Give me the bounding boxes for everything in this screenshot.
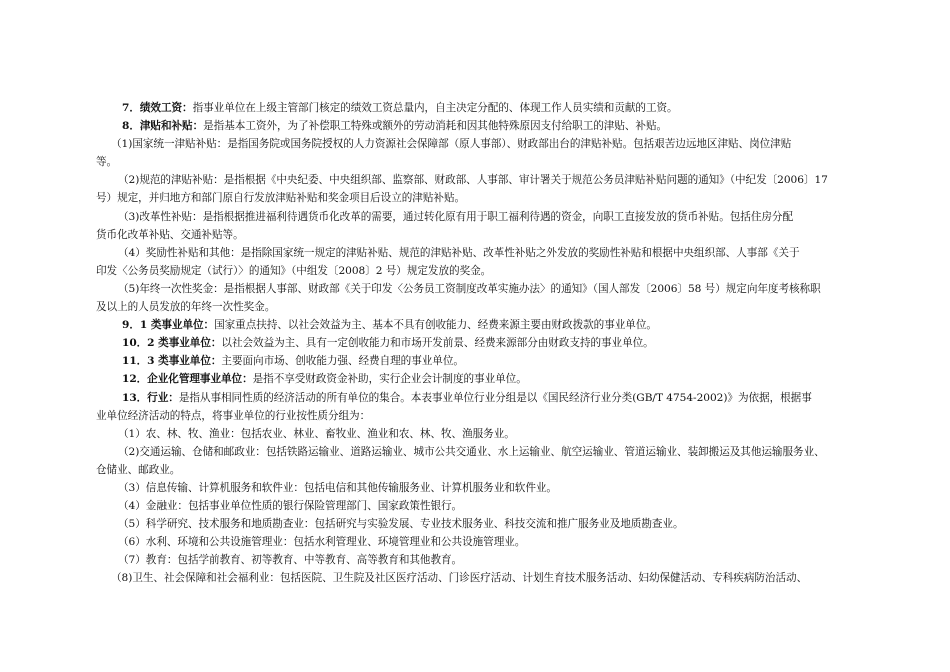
term-label: 12．企业化管理事业单位： [122, 373, 253, 386]
line-text: （8)卫生、社会保障和社会福利业：包括医院、卫生院及社区医疗活动、门诊医疗活动、计划生育技术服务活动、妇幼保健活动、专科疾病防治活动、 [111, 572, 808, 585]
paragraph-p13-1 [96, 425, 888, 443]
text-line [96, 515, 888, 533]
line-text: 等。 [96, 156, 118, 169]
term-label: 10．2 类事业单位： [122, 337, 222, 350]
line-text: （1）农、林、牧、渔业：包括农业、林业、畜牧业、渔业和农、林、牧、渔服务业。 [118, 427, 515, 440]
text-line [96, 461, 888, 479]
text-line [96, 244, 888, 262]
paragraph-p13-2 [96, 443, 888, 479]
paragraph-p13-7 [96, 551, 888, 569]
paragraph-p13-4 [96, 497, 888, 515]
text-line [96, 135, 888, 153]
line-text: （1)国家统一津贴补贴：是指国务院或国务院授权的人力资源社会保障部（原人事部）、财政部出台的津贴补贴。包括艰苦边远地区津贴、岗位津贴 [111, 138, 792, 151]
line-text: （5）科学研究、技术服务和地质勘查业：包括研究与实验发展、专业技术服务业、科技交流和推广服务业及地质勘查业。 [118, 518, 684, 531]
text-line [96, 316, 888, 334]
paragraph-p11 [96, 352, 888, 370]
text-line [96, 189, 888, 207]
text-line [96, 280, 888, 298]
text-line [96, 117, 888, 135]
line-text: 印发〈公务员奖励规定（试行）〉的通知》（中组发〔2008〕2 号）规定发放的奖金。 [96, 264, 492, 277]
paragraph-p8-1 [96, 135, 888, 171]
text-line [96, 370, 888, 388]
line-text: （3)改革性补贴：是指根据推进福利待遇货币化改革的需要，通过转化原有用于职工福利待遇的资金，向职工直接发放的货币补贴。包括住房分配 [118, 210, 794, 223]
paragraph-p8-2 [96, 171, 888, 207]
text-line [96, 551, 888, 569]
text-line [96, 153, 888, 171]
paragraph-p13 [96, 389, 888, 425]
line-text: 及以上的人员发放的年终一次性奖金。 [96, 301, 276, 314]
text-line [96, 533, 888, 551]
paragraph-p10 [96, 334, 888, 352]
line-text: （5)年终一次性奖金：是指根据人事部、财政部《关于印发〈公务员工资制度改革实施办法〉的通知》（国人部发〔2006〕58 号）规定向年度考核称职 [118, 282, 821, 295]
paragraph-p9 [96, 316, 888, 334]
paragraph-p13-6 [96, 533, 888, 551]
paragraph-p7 [96, 99, 888, 117]
line-text: 是指基本工资外，为了补偿职工特殊或额外的劳动消耗和因其他特殊原因支付给职工的津贴、补贴。 [203, 120, 668, 133]
line-text: （2)交通运输、仓储和邮政业：包括铁路运输业、道路运输业、城市公共交通业、水上运输业、航空运输业、管道运输业、装卸搬运及其他运输服务业、 [118, 445, 825, 458]
term-label: 7．绩效工资： [122, 102, 193, 114]
text-line [96, 425, 888, 443]
line-text: 主要面向市场、创收能力强、经费自理的事业单位。 [221, 355, 464, 368]
line-text: 指事业单位在上级主管部门核定的绩效工资总量内，自主决定分配的、体现工作人员实绩和贡献的工资。 [192, 102, 678, 114]
text-line [96, 298, 888, 316]
line-text: 号）规定，并归地方和部门原自行发放津贴补贴和奖金项目后设立的津贴补贴。 [96, 192, 466, 205]
term-label: 11．3 类事业单位： [122, 355, 222, 368]
line-text: （4）金融业：包括事业单位性质的银行保险管理部门、国家政策性银行。 [118, 500, 463, 513]
line-text: （3）信息传输、计算机服务和软件业：包括电信和其他传输服务业、计算机服务业和软件业。 [118, 481, 557, 494]
paragraph-p8 [96, 117, 888, 135]
line-text: 业单位经济活动的特点，将事业单位的行业按性质分组为： [96, 409, 371, 422]
line-text: （2)规范的津贴补贴：是指根据《中央纪委、中央组织部、监察部、财政部、人事部、审计署关于规范公务员津贴补贴问题的通知》（中纪发〔2006〕17 [118, 174, 828, 187]
text-line [96, 497, 888, 515]
text-line [96, 334, 888, 352]
line-text: 仓储业、邮政业。 [96, 463, 181, 476]
line-text: 是指从事相同性质的经济活动的所有单位的集合。本表事业单位行业分组是以《国民经济行业分类(GB/T 4754-2002)》为依据，根据事 [178, 391, 812, 404]
line-text: 国家重点扶持、以社会效益为主、基本不具有创收能力、经费来源主要由财政拨款的事业单位。 [214, 319, 657, 332]
line-text: 货币化改革补贴、交通补贴等。 [96, 228, 244, 241]
text-line [96, 208, 888, 226]
paragraph-p13-5 [96, 515, 888, 533]
paragraph-p8-4 [96, 244, 888, 280]
text-line [96, 389, 888, 407]
term-label: 8．津贴和补贴： [122, 120, 204, 133]
text-line [96, 443, 888, 461]
term-label: 9．1 类事业单位： [122, 319, 215, 332]
paragraph-p13-8 [96, 569, 888, 587]
text-line [96, 171, 888, 189]
text-line [96, 262, 888, 280]
line-text: （7）教育：包括学前教育、初等教育、中等教育、高等教育和其他教育。 [118, 554, 463, 567]
text-line [96, 99, 888, 117]
line-text: 以社会效益为主、具有一定创收能力和市场开发前景、经费来源部分由财政支持的事业单位。 [221, 337, 654, 350]
text-line [96, 226, 888, 244]
term-label: 13．行业： [122, 391, 179, 404]
line-text: （4）奖励性补贴和其他：是指除国家统一规定的津贴补贴、规范的津贴补贴、改革性补贴之外发放的奖励性补贴和根据中央组织部、人事部《关于 [118, 246, 800, 259]
paragraph-p13-3 [96, 479, 888, 497]
text-line [96, 479, 888, 497]
line-text: （6）水利、环境和公共设施管理业：包括水利管理业、环境管理业和公共设施管理业。 [118, 536, 526, 549]
text-line [96, 352, 888, 370]
paragraph-p12 [96, 370, 888, 388]
text-line [96, 569, 888, 587]
paragraph-p8-5 [96, 280, 888, 316]
line-text: 是指不享受财政资金补助，实行企业会计制度的事业单位。 [252, 373, 527, 386]
text-line [96, 407, 888, 425]
paragraph-p8-3 [96, 208, 888, 244]
